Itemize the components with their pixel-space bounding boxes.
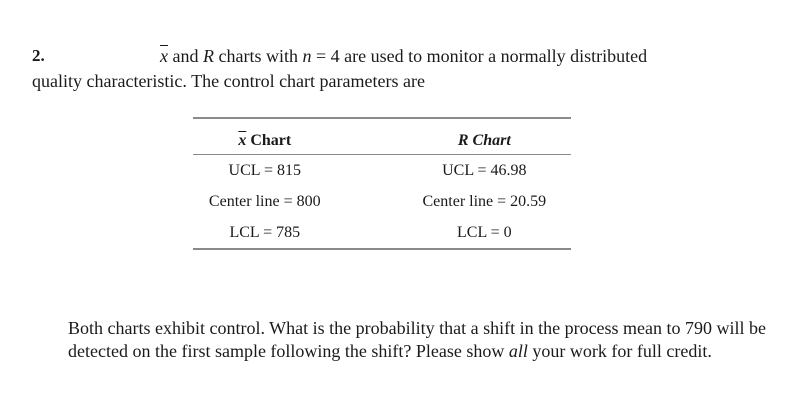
r-center-line-cell: Center line = 20.59 [422, 192, 547, 210]
problem-intro-line-2: quality characteristic. The control chart parameters are [32, 71, 425, 91]
table-header-row [193, 129, 571, 155]
question-part-2: your work for full credit. [527, 341, 712, 361]
problem-number: 2. [32, 46, 45, 65]
table-row [193, 217, 571, 249]
table-row [193, 155, 571, 187]
xbar-chart-header [193, 129, 337, 155]
intro-text-1: and [168, 46, 203, 66]
r-header-label: R Chart [457, 132, 511, 149]
xbar-center-line-cell: Center line = 800 [208, 192, 321, 210]
table-row [193, 186, 571, 217]
intro-n-symbol: n [302, 46, 312, 66]
r-lcl-cell: LCL = 0 [457, 223, 512, 241]
xbar-header-symbol: x [238, 132, 247, 149]
question-text [68, 317, 778, 363]
r-ucl-cell: UCL = 46.98 [442, 161, 527, 179]
xbar-header-label: Chart [246, 132, 292, 149]
xbar-symbol: x [160, 46, 168, 66]
intro-text-2: charts with [214, 46, 303, 66]
xbar-lcl-cell: LCL = 785 [229, 223, 301, 241]
r-chart-header [398, 129, 571, 155]
question-emphasis: all [508, 341, 528, 361]
problem-intro-line-1 [160, 46, 647, 67]
xbar-ucl-cell: UCL = 815 [228, 161, 301, 179]
intro-text-3: = 4 are used to monitor a normally distributed [311, 46, 648, 66]
question-part-1: Both charts exhibit control. What is the probability that a shift in the process mean to 790 will be detected on the first sample following the shift? Please show [68, 318, 767, 361]
intro-r-symbol: R [203, 46, 214, 66]
control-chart-parameters-table [193, 117, 571, 252]
